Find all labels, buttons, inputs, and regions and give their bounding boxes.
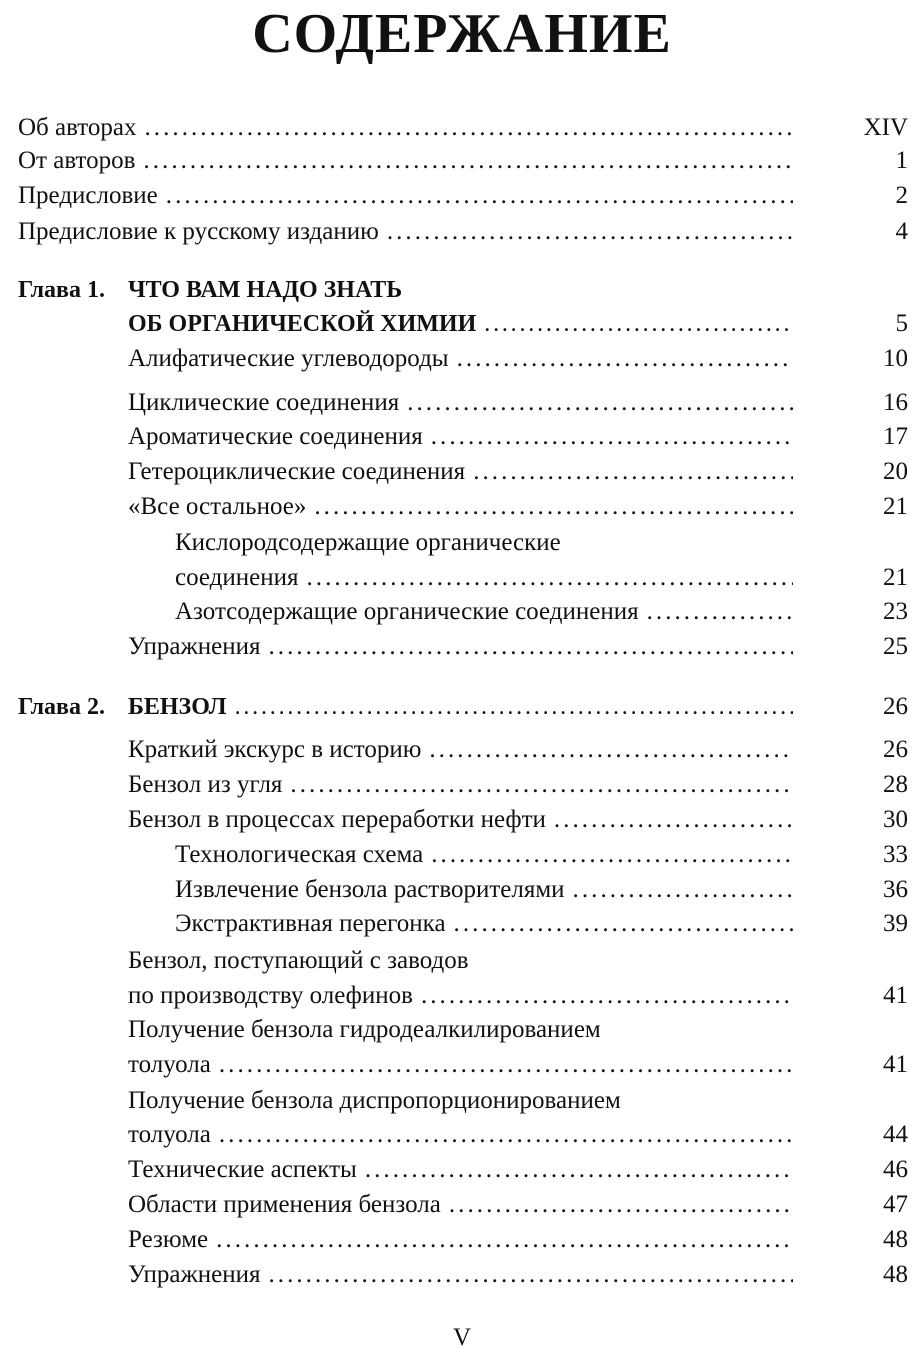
toc-entry [18,112,793,144]
toc-page-number: 23 [883,598,908,625]
toc-entry-title-line1: Получение бензола диспропорционированием [128,1087,621,1114]
toc-entry-title: Упражнения [128,1261,261,1288]
toc-entry [128,980,793,1012]
leader-dots [454,908,793,940]
toc-entry [128,421,793,453]
toc-page-number: 33 [883,841,908,868]
leader-dots [387,216,793,248]
toc-entry-title: Азотсодержащие органические соединения [175,598,639,625]
toc-entry [175,839,793,871]
leader-dots [647,596,793,628]
leader-dots [429,734,793,766]
toc-entry-title: Упражнения [128,633,261,660]
toc-entry-title-line1: Получение бензола гидродеалкилированием [128,1016,601,1043]
toc-entry [175,562,793,594]
leader-dots [484,308,793,340]
page-title: СОДЕРЖАНИЕ [252,3,672,65]
toc-entry-title: От авторов [18,147,136,174]
chapter-2-title-text: БЕНЗОЛ [128,694,227,720]
toc-page-number: 20 [883,458,908,485]
leader-dots [145,112,794,144]
toc-entry [18,145,793,177]
toc-entry-title-line2: по производству олефинов [128,982,413,1009]
toc-entry-title: Ароматические соединения [128,423,423,450]
toc-page-number: 44 [883,1121,908,1148]
leader-dots [314,491,793,523]
leader-dots [219,1119,793,1151]
toc-page-number: 26 [883,693,908,720]
toc-entry-title: Технические аспекты [128,1156,357,1183]
toc-entry-title: Циклические соединения [128,389,400,416]
chapter-2-label: Глава 2. [18,694,105,720]
leader-dots [449,1189,793,1221]
toc-entry [128,1259,793,1291]
toc-page-number: 28 [883,771,908,798]
toc-page-number: 36 [883,876,908,903]
toc-page-number: 1 [895,147,908,174]
toc-page-number: 30 [883,806,908,833]
toc-page-number: 41 [883,1051,908,1078]
leader-dots [290,769,793,801]
toc-entry [128,1189,793,1221]
leader-dots [268,1259,793,1291]
toc-page-number: 41 [883,982,908,1009]
toc-entry-title: Области применения бензола [128,1191,441,1218]
toc-entry-title: Об авторах [18,114,137,141]
toc-entry-title: Предисловие [18,182,158,209]
toc-entry-title-line2: соединения [175,564,299,591]
page-footer-number: V [452,1324,472,1351]
leader-dots [457,343,793,375]
toc-page-number: 21 [883,493,908,520]
toc-entry [128,804,793,836]
toc-page-number: 39 [883,910,908,937]
leader-dots [235,691,793,723]
toc-entry-title-line2: толуола [128,1121,211,1148]
toc-page-number: 48 [883,1226,908,1253]
leader-dots [216,1224,793,1256]
toc-entry-title-line1: Кислородсодержащие органические [175,529,561,556]
toc-page-number: 26 [883,736,908,763]
toc-entry-title: Резюме [128,1226,209,1253]
toc-entry [128,1049,793,1081]
leader-dots [268,631,793,663]
leader-dots [421,980,793,1012]
toc-entry [175,874,793,906]
toc-entry-title: Краткий экскурс в историю [128,736,422,763]
toc-page-number: XIV [863,114,908,141]
toc-page-number: 48 [883,1261,908,1288]
toc-page-number: 10 [883,345,908,372]
toc-entry [18,216,793,248]
toc-entry [128,1154,793,1186]
chapter-1-title-line1: ЧТО ВАМ НАДО ЗНАТЬ [128,277,403,303]
toc-page-number: 17 [883,423,908,450]
toc-entry-title: Экстрактивная перегонка [175,910,446,937]
toc-page-number: 16 [883,389,908,416]
toc-entry [128,631,793,663]
toc-entry [128,734,793,766]
chapter-1-title-line2: ОБ ОРГАНИЧЕСКОЙ ХИМИИ [128,311,477,337]
toc-entry-title-line1: Бензол, поступающий с заводов [128,947,469,974]
toc-entry-title: Алифатические углеводороды [128,345,449,372]
toc-entry [175,908,793,940]
toc-entry-title: Извлечение бензола растворителями [175,876,565,903]
toc-entry-title: «Все остальное» [128,493,307,520]
leader-dots [307,562,794,594]
toc-page-number: 47 [883,1191,908,1218]
toc-entry [128,1119,793,1151]
leader-dots [573,874,793,906]
leader-dots [365,1154,793,1186]
toc-entry [128,387,793,419]
chapter-1-label: Глава 1. [18,277,105,303]
leader-dots [219,1049,793,1081]
leader-dots [166,180,793,212]
toc-page-number: 25 [883,633,908,660]
toc-entry [128,1224,793,1256]
toc-page-number: 5 [895,310,908,337]
toc-entry-title: Гетероциклические соединения [128,458,466,485]
toc-page-number: 4 [895,218,908,245]
toc-entry [128,456,793,488]
leader-dots [431,839,793,871]
leader-dots [554,804,793,836]
toc-entry-title: Бензол в процессах переработки нефти [128,806,546,833]
toc-page-number: 21 [883,564,908,591]
toc-entry-title-line2: толуола [128,1051,211,1078]
leader-dots [407,387,793,419]
leader-dots [431,421,793,453]
chapter-2-title [128,691,793,723]
toc-page-number: 46 [883,1156,908,1183]
toc-entry [128,769,793,801]
toc-entry-title: Технологическая схема [175,841,424,868]
toc-entry-title: Предисловие к русскому изданию [18,218,379,245]
toc-entry [18,180,793,212]
toc-page-number: 2 [895,182,908,209]
toc-entry [128,343,793,375]
leader-dots [143,145,793,177]
chapter-1-title [128,308,793,340]
leader-dots [473,456,793,488]
toc-entry-title: Бензол из угля [128,771,283,798]
toc-entry [175,596,793,628]
toc-entry [128,491,793,523]
